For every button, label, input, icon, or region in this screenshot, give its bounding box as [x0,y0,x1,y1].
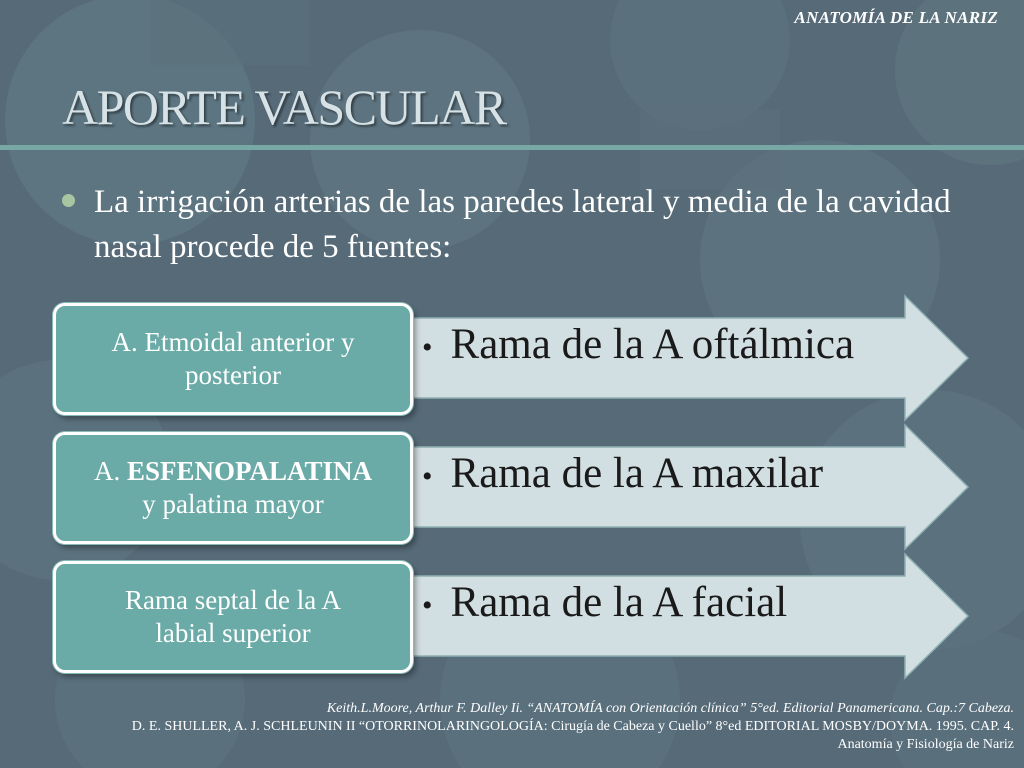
artery-box-3-line2: labial superior [155,618,311,648]
artery-box-row-1 [53,303,413,415]
arrow-bullet-icon: • [422,331,433,365]
artery-box-2-prefix: A. [93,456,127,486]
artery-box-3-line1: Rama septal de la A [125,585,341,615]
reference-3: Anatomía y Fisiología de Nariz [837,737,1014,752]
section-title: ANATOMÍA DE LA NARIZ [794,8,998,27]
artery-box-row-3 [53,561,413,673]
reference-2: D. E. SHULLER, A. J. SCHLEUNIN II “OTORRINOLARINGOLOGÍA: Cirugía de Cabeza y Cuello” 8°ed EDITORIAL MOSBY/DOYMA. 1995. CAP. 4. [131,719,1014,734]
artery-box-row-2 [53,432,413,544]
slide-title: APORTE VASCULAR [62,79,506,135]
arrow-label-row-2 [422,449,823,498]
arrow-label-row-3 [422,578,787,627]
arrow-text-row-2: Rama de la A maxilar [450,450,824,497]
artery-box-1-line1: A. Etmoidal anterior y [111,327,355,357]
artery-box-2-bold: ESFENOPALATINA [126,456,373,486]
references [4,700,1014,754]
arrow-text-row-3: Rama de la A facial [450,579,788,626]
artery-box-2-line2: y palatina mayor [142,489,324,519]
arrow-text-row-1: Rama de la A oftálmica [450,321,855,368]
arrow-bullet-icon: • [422,460,433,494]
artery-box-1-line2: posterior [185,360,281,390]
arrow-label-row-1 [422,320,854,369]
reference-1: Keith.L.Moore, Arthur F. Dalley Ii. “ANATOMÍA con Orientación clínica” 5°ed. Editorial Panamericana. Cap.:7 Cabeza. [326,701,1014,716]
arrow-bullet-icon: • [422,589,433,623]
intro-bullet-text: La irrigación arterias de las paredes lateral y media de la cavidad nasal procede de 5 fuentes: [94,184,951,265]
